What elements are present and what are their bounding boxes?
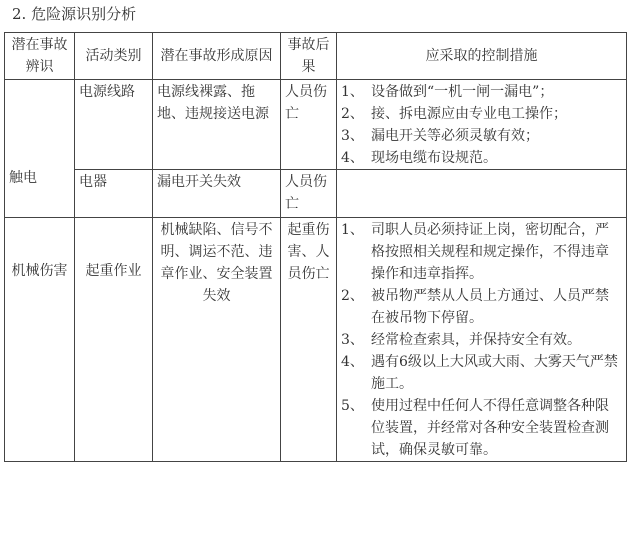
result-cell: 人员伤亡 [281,80,337,170]
activity-cell: 起重作业 [75,218,153,462]
measure-item: 3、 经常检查索具，并保持安全有效。 [341,332,581,348]
measures-cell [337,170,627,218]
cause-cell: 漏电开关失效 [153,170,281,218]
header-result: 事故后果 [281,33,337,80]
hazard-table [4,32,627,462]
cause-cell: 电源线裸露、拖地、违规接送电源 [153,80,281,170]
measure-item: 1、 设备做到“一机一闸一漏电”； [341,84,554,100]
measure-item: 2、 接、拆电源应由专业电工操作； [341,106,567,122]
cause-cell: 机械缺陷、信号不明、调运不范、违章作业、安全装置失效 [153,218,281,462]
header-measures: 应采取的控制措施 [337,33,627,80]
table-header-row [5,33,627,80]
activity-cell: 电源线路 [75,80,153,170]
measure-item: 5、 使用过程中任何人不得任意调整各种限位装置，并经常对各种安全装置检查测试，确保灵敏可靠。 [341,398,609,458]
header-cause: 潜在事故形成原因 [153,33,281,80]
measures-cell [337,80,627,170]
result-cell: 人员伤亡 [281,170,337,218]
measure-item: 1、 司职人员必须持证上岗，密切配合，严格按照相关规程和规定操作，不得违章操作和违章指挥。 [341,222,609,282]
header-activity: 活动类别 [75,33,153,80]
table-row [5,80,627,170]
section-heading: 2. 危险源识别分析 [12,5,137,23]
table-row [5,170,627,218]
measure-item: 4、 遇有6级以上大风或大雨、大雾天气严禁施工。 [341,354,618,392]
event-cell: 机械伤害 [5,218,75,462]
table-row [5,218,627,462]
event-cell: 触电 [5,80,75,218]
measure-item: 2、 被吊物严禁从人员上方通过、人员严禁在被吊物下停留。 [341,288,609,326]
measures-cell [337,218,627,462]
result-cell: 起重伤害、人员伤亡 [281,218,337,462]
activity-cell: 电器 [75,170,153,218]
header-event: 潜在事故辨识 [5,33,75,80]
measure-item: 4、 现场电缆布设规范。 [341,150,497,166]
measure-item: 3、 漏电开关等必须灵敏有效； [341,128,539,144]
